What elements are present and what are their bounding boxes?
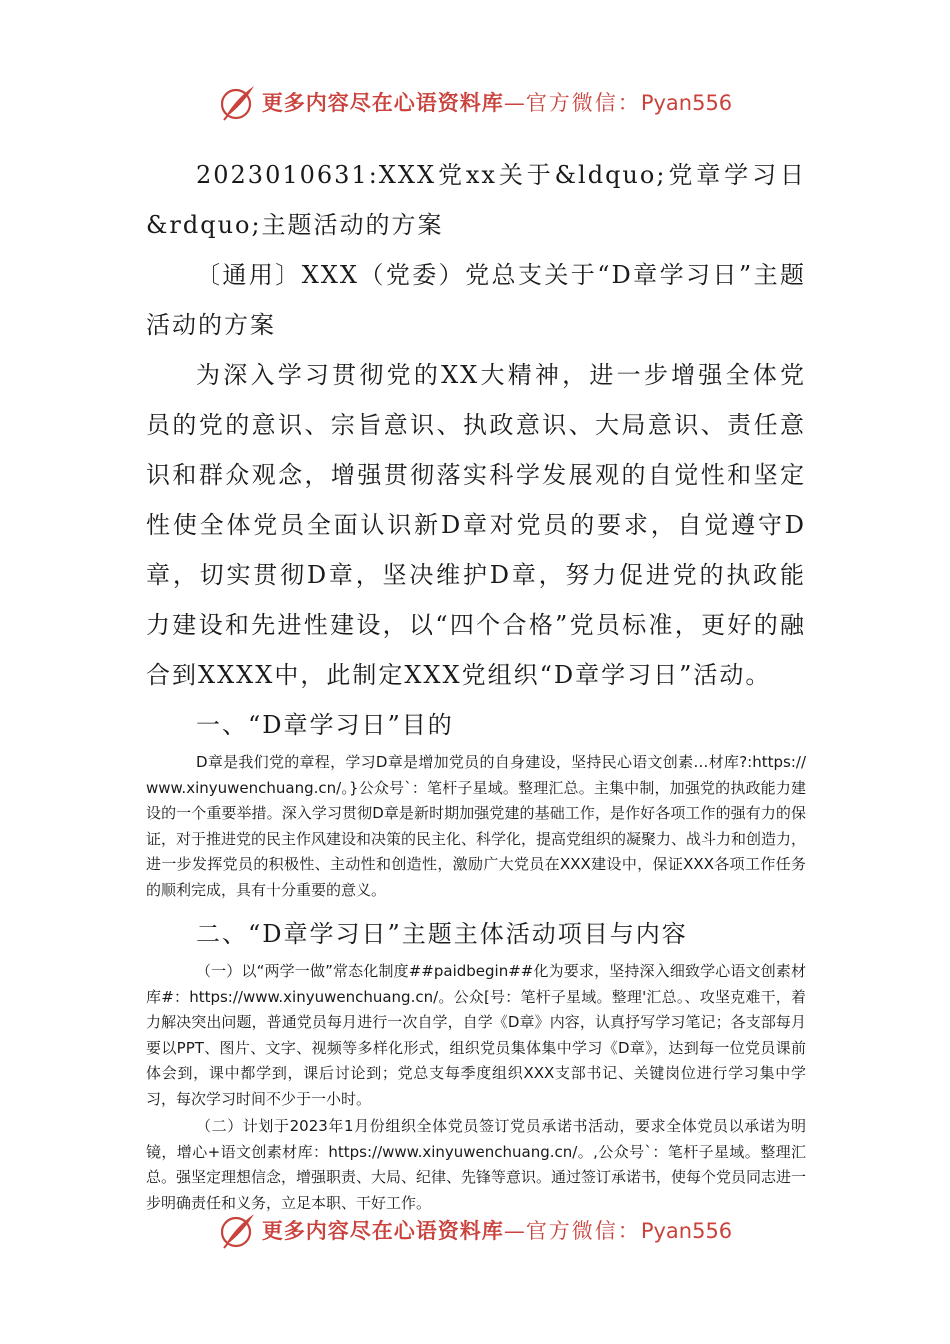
banner-wechat-id: Pyan556 — [640, 1219, 733, 1243]
document-body — [146, 150, 806, 1216]
document-title: 2023010631:XXX党xx关于&ldquo;党章学习日&rdquo;主题活动的方案 — [146, 161, 806, 239]
section1-heading: 一、“D章学习日”目的 — [196, 711, 454, 739]
quill-pen-logo-icon — [218, 1210, 258, 1250]
section2-heading: 二、“D章学习日”主题主体活动项目与内容 — [196, 920, 688, 948]
banner-lead: 更多内容尽在心语资料库 — [261, 1219, 504, 1243]
banner-lead: 更多内容尽在心语资料库 — [261, 91, 504, 115]
header-banner — [0, 80, 950, 124]
banner-wechat-id: Pyan556 — [640, 91, 733, 115]
section2-item1: （一）以“两学一做”常态化制度##paidbegin##化为要求，坚持深入细致学心语文创素材库#：https://www.xinyuwenchuang.cn/。公众[号：笔杆子星域。整理'汇总。、攻坚克难干，着力解决突出问题，普通党员每月进行一次自学，自学《D章》内容，认真抒写学习笔记；各支部每月要以PPT、图片、文字、视频等多样化形式，组织党员集体集中学习《D章》，达到每一位党员课前体会到，课中都学到，课后讨论到；党总支每季度组织XXX支部书记、关键岗位进行学习集中学习，每次学习时间不少于一小时。 — [146, 962, 806, 1108]
banner-wechat-label: 官方微信： — [525, 1219, 641, 1243]
banner-dash: — — [503, 1219, 526, 1243]
banner-dash: — — [503, 91, 526, 115]
banner-wechat-label: 官方微信： — [525, 91, 641, 115]
quill-pen-logo-icon — [218, 82, 258, 122]
banner-text — [262, 87, 732, 117]
banner-text — [262, 1215, 732, 1245]
section1-body: D章是我们党的章程，学习D章是增加党员的自身建设，坚持民心语文创素…材库?:https://www.xinyuwenchuang.cn/。}公众号`：笔杆子星域。整理汇总。主集中制，加强党的执政能力建设的一个重要举措。深入学习贯彻D章是新时期加强党建的基础工作，是作好各项工作的强有力的保证，对于推进党的民主作风建设和决策的民主化、科学化，提高党组织的凝聚力、战斗力和创造力，进一步发挥党员的积极性、主动性和创造性，激励广大党员在XXX建设中，保证XXX各项工作任务的顺利完成，具有十分重要的意义。 — [146, 753, 807, 899]
intro-paragraph: 为深入学习贯彻党的XX大精神，进一步增强全体党员的党的意识、宗旨意识、执政意识、大局意识、责任意识和群众观念，增强贯彻落实科学发展观的自觉性和坚定性使全体党员全面认识新D章对党员的要求，自觉遵守D章，切实贯彻D章，坚决维护D章，努力促进党的执政能力建设和先进性建设，以“四个合格”党员标准，更好的融合到XXXX中，此制定XXX党组织“D章学习日”活动。 — [146, 361, 806, 689]
section2-item2: （二）计划于2023年1月份组织全体党员签订党员承诺书活动，要求全体党员以承诺为明镜，增心+语文创素材库：https://www.xinyuwenchuang.cn/。,公众号`：笔杆子星域。整理汇总。强坚定理想信念，增强职责、大局、纪律、先锋等意识。通过签订承诺书，使每个党员同志进一步明确责任和义务，立足本职、干好工作。 — [146, 1117, 807, 1212]
footer-banner — [0, 1208, 950, 1252]
document-subtitle: 〔通用〕XXX（党委）党总支关于“D章学习日”主题活动的方案 — [146, 261, 806, 339]
